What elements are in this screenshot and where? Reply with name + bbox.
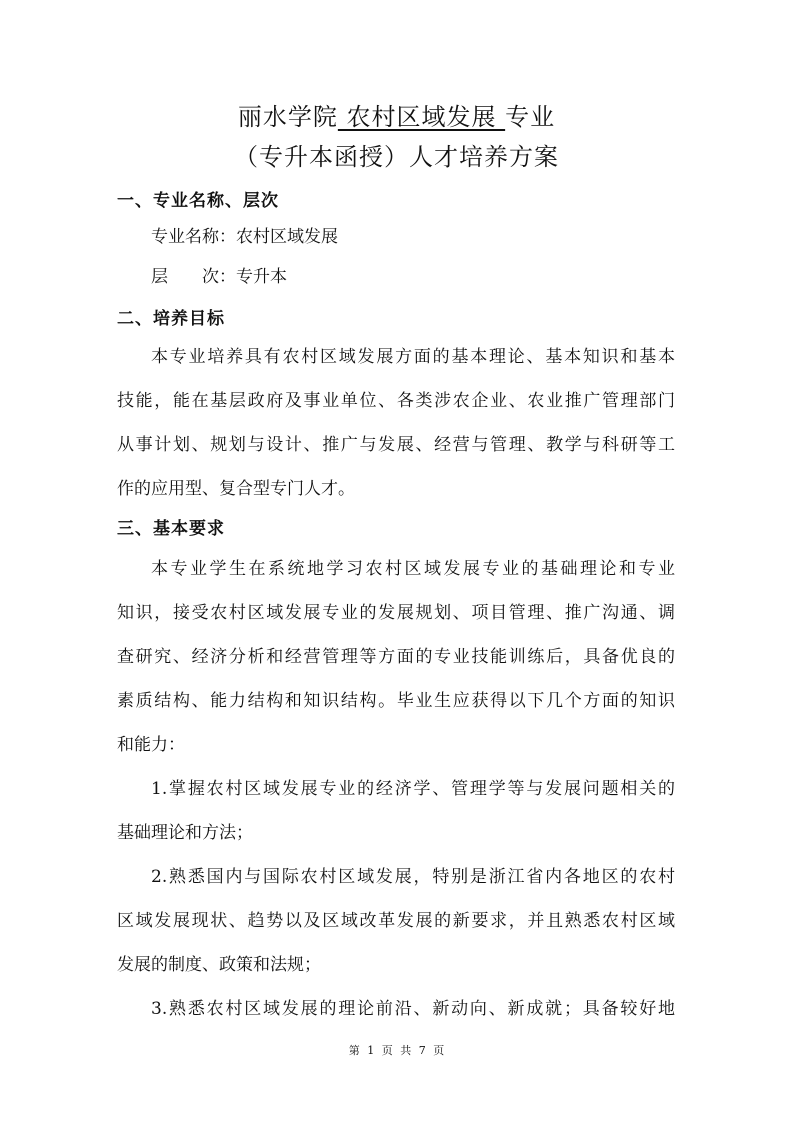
paragraph-line: 和能力：: [117, 735, 185, 755]
paragraph-line: 本专业学生在系统地学习农村区域发展专业的基础理论和专业: [151, 559, 675, 579]
level-value: 专升本: [236, 267, 287, 287]
level-line: [151, 269, 287, 286]
paragraph-line: 查研究、经济分析和经营管理等方面的专业技能训练后，具备优良的: [117, 647, 675, 667]
level-label: 层 次：: [151, 267, 236, 287]
requirement-item-2-cont: 区域发展现状、趋势以及区域改革发展的新要求，并且熟悉农村区域: [117, 911, 675, 931]
requirement-item-1: 1.掌握农村区域发展专业的经济学、管理学等与发展问题相关的: [151, 779, 675, 799]
paragraph-line: 素质结构、能力结构和知识结构。毕业生应获得以下几个方面的知识: [117, 691, 675, 711]
paragraph-line: 作的应用型、复合型专门人才。: [117, 479, 355, 499]
section-heading-1: 一、专业名称、层次: [117, 191, 279, 211]
section-heading-2: 二、培养目标: [117, 309, 225, 329]
major-name-line: 专业名称：农村区域发展: [151, 227, 338, 247]
requirement-item-3: 3.熟悉农村区域发展的理论前沿、新动向、新成就；具备较好地: [151, 999, 675, 1019]
paragraph-line: 本专业培养具有农村区域发展方面的基本理论、基本知识和基本: [151, 347, 675, 367]
requirement-item-2-cont: 发展的制度、政策和法规；: [117, 955, 321, 975]
requirement-item-2: 2.熟悉国内与国际农村区域发展，特别是浙江省内各地区的农村: [151, 867, 675, 887]
paragraph-line: 技能，能在基层政府及事业单位、各类涉农企业、农业推广管理部门: [117, 391, 675, 411]
requirement-item-1-cont: 基础理论和方法；: [117, 823, 253, 843]
section-heading-3: 三、基本要求: [117, 519, 225, 539]
document-title-line2: （专升本函授）人才培养方案: [234, 143, 559, 171]
paragraph-line: 从事计划、规划与设计、推广与发展、经营与管理、教学与科研等工: [117, 435, 675, 455]
paragraph-line: 知识，接受农村区域发展专业的发展规划、项目管理、推广沟通、调: [117, 603, 675, 623]
title-suffix: 专业: [505, 103, 556, 131]
document-title-line1: [0, 105, 793, 129]
page-footer: 第 1 页 共 7 页: [348, 1044, 445, 1057]
title-school: 丽水学院: [237, 103, 338, 131]
title-major: 农村区域发展: [337, 103, 506, 131]
